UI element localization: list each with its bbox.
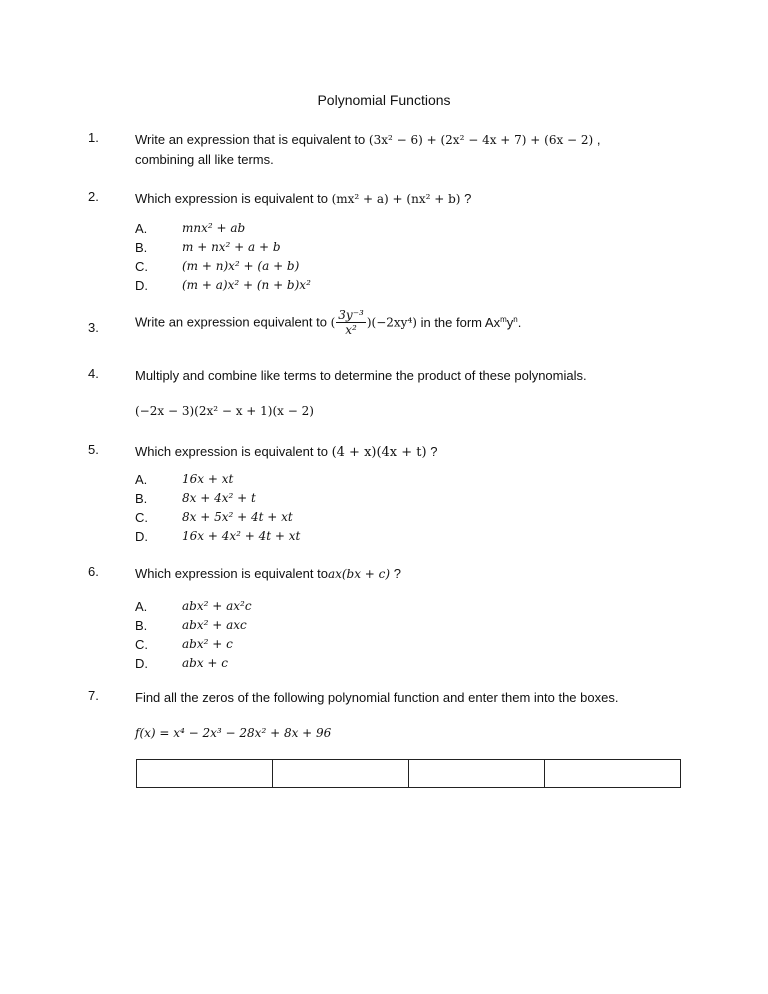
question-5-suffix: ? xyxy=(430,444,438,459)
question-2-text xyxy=(135,189,655,209)
form-exponent-m: m xyxy=(500,314,507,324)
form-y: y xyxy=(506,314,514,330)
option-letter: B. xyxy=(135,240,148,255)
question-1-suffix: , combining all like terms. xyxy=(135,132,601,167)
option-expression: abx² + ax²c xyxy=(182,599,252,613)
option-expression: 16x + xt xyxy=(182,472,234,486)
question-7-function: f(x) = x⁴ − 2x³ − 28x² + 8x + 96 xyxy=(135,726,332,740)
question-5-prefix: Which expression is equivalent to xyxy=(135,444,328,459)
question-1-number: 1. xyxy=(88,130,99,145)
question-7-number: 7. xyxy=(88,688,99,703)
question-1-prefix: Write an expression that is equivalent to xyxy=(135,132,366,147)
option-expression: m + nx² + a + b xyxy=(182,240,281,254)
question-6-prefix: Which expression is equivalent to xyxy=(135,566,328,581)
question-4-number: 4. xyxy=(88,366,99,381)
question-2-suffix: ? xyxy=(464,191,472,206)
question-6-number: 6. xyxy=(88,564,99,579)
question-2-prefix: Which expression is equivalent to xyxy=(135,191,328,206)
form-exponent-n: n xyxy=(513,314,518,324)
question-3-number: 3. xyxy=(88,320,99,335)
option-letter: A. xyxy=(135,221,148,236)
form-end: . xyxy=(517,314,522,330)
fraction-denominator: x² xyxy=(345,323,357,337)
zero-answer-box-4[interactable] xyxy=(545,760,681,788)
option-letter: B. xyxy=(135,491,148,506)
question-6-text xyxy=(135,564,655,584)
option-expression: (m + n)x² + (a + b) xyxy=(182,259,300,273)
option-expression: (m + a)x² + (n + b)x² xyxy=(182,278,311,292)
question-1-expression: (3x² − 6) + (2x² − 4x + 7) + (6x − 2) xyxy=(368,133,594,147)
question-5-text xyxy=(135,442,655,462)
option-letter: D. xyxy=(135,529,148,544)
option-letter: A. xyxy=(135,472,148,487)
question-1-text xyxy=(135,130,655,169)
option-expression: abx + c xyxy=(182,656,229,670)
option-expression: mnx² + ab xyxy=(182,221,246,235)
option-letter: C. xyxy=(135,510,148,525)
question-3-form xyxy=(421,315,522,330)
option-expression: abx² + axc xyxy=(182,618,247,632)
option-letter: B. xyxy=(135,618,148,633)
question-7-text: Find all the zeros of the following polynomial function and enter them into the boxes. xyxy=(135,690,619,705)
question-4-expression: (−2x − 3)(2x² − x + 1)(x − 2) xyxy=(135,404,314,418)
form-prefix: in the form Ax xyxy=(420,314,501,330)
question-5-expression: (4 + x)(4x + t) xyxy=(331,445,427,460)
option-expression: 8x + 5x² + 4t + xt xyxy=(182,510,293,524)
option-letter: C. xyxy=(135,259,148,274)
question-3-prefix: Write an expression equivalent to xyxy=(135,314,327,330)
zero-answer-box-2[interactable] xyxy=(273,760,409,788)
zero-answer-box-3[interactable] xyxy=(409,760,545,788)
question-4-text: Multiply and combine like terms to determine the product of these polynomials. xyxy=(135,368,587,383)
question-6-expression: ax(bx + c) xyxy=(327,567,391,581)
question-2-expression: (mx² + a) + (nx² + b) xyxy=(331,192,461,206)
question-5-number: 5. xyxy=(88,442,99,457)
zero-answer-box-1[interactable] xyxy=(137,760,273,788)
fraction-numerator: 3y⁻³ xyxy=(338,308,364,322)
page-title: Polynomial Functions xyxy=(317,92,451,108)
zeros-answer-table xyxy=(136,759,681,788)
option-letter: D. xyxy=(135,656,148,671)
question-6-suffix: ? xyxy=(393,566,401,581)
question-3-text: Write an expression equivalent to ( $\frac{\text{3y⁻³}}{\text{x²}}$ )(−2xy⁴) in the form $Ax^my^n$. xyxy=(135,308,522,337)
option-letter: D. xyxy=(135,278,148,293)
option-expression: 16x + 4x² + 4t + xt xyxy=(182,529,301,543)
option-letter: C. xyxy=(135,637,148,652)
option-letter: A. xyxy=(135,599,148,614)
question-3-factor: (−2xy⁴) xyxy=(371,315,417,330)
question-3-fraction xyxy=(336,308,366,337)
question-2-number: 2. xyxy=(88,189,99,204)
option-expression: abx² + c xyxy=(182,637,233,651)
option-expression: 8x + 4x² + t xyxy=(182,491,256,505)
